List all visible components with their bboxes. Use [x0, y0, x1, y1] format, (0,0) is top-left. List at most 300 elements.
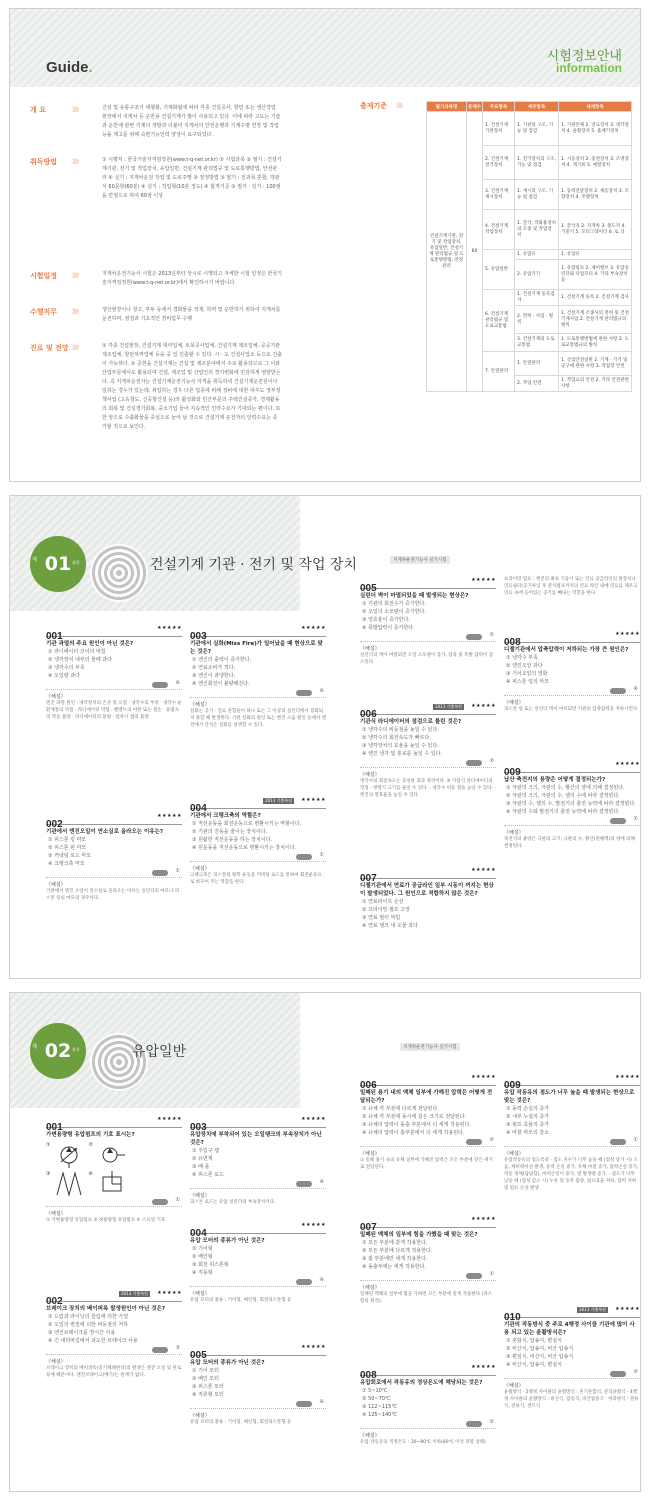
explanation-label: 《해설》	[190, 866, 210, 872]
difficulty-stars: ★★★★★	[471, 1364, 496, 1370]
difficulty-stars: ★★★★★	[615, 761, 640, 767]
table-header: 문제수	[467, 102, 483, 112]
detail-cell: 1. 건설기계 조종사의 면허 및 건설기계사업 2. 건설기계 관리법규의 벌칙	[559, 306, 632, 334]
arrow-icon: 》》》	[72, 159, 82, 166]
chapter-suffix: 과목	[72, 560, 80, 565]
question-block	[360, 576, 496, 666]
choice: ① 모든 부분에 같게 작용한다.	[362, 1240, 428, 1246]
page-subtitle: information	[556, 61, 622, 75]
section-text-career: ① 각종 건설현장, 건설기계 대여업체, 토목공사업체, 건설기계 제조업체, 공공기관 제조업체, 항만하역업체 등을 중 일 진출할 수 있다. 시 · 도 건설사업소 등으로 진출이 가능하다. ② 공헌을 건설기계는 건설 및 제조분야에서 주로 활용되므로 그 이와 산업부문에서도 활용되며 건설, 제조업 및 산업인의 경기변화에 민감하게 영향받는다. 즉 지게차운전자는 건설기계운전기능사 자격을 취득하여 건설기계운전원이나 일하는 경우가 있는데, 취업하는 경우 다른 업종에 비해 정비에 대한 대우도 정부정책사업 (고속철도, 신공항건설 등)의 활성화와 민간부문의 주택건설증가, 경제활동의 회복 및 건설경기회복, 중소기업 들어 지속적인 인력수요가 기대되는 편이다. 또한 앞으로 수출화물을 중심으로 늘어 남 것으로 건설기계 운전자의 인력수요는 증가할 것으로 보인다.	[102, 343, 282, 430]
explanation-text: 윤활방식 · 2행정 사이클의 윤활방식 : 혼기혼합식, 분리윤활식 · 4행정 사이클의 윤활방식 : 비산식, 압송식, 비산압송식 · 여과방식 : 분류식, 전류식, 샌트식	[504, 1390, 639, 1409]
detail-cell: 1. 시동장치 2. 충전장치 3. 조명장치 4. 계기류 5. 예열장치	[559, 146, 632, 180]
explanation-text: 유압 모터의 종류 : 기어형, 베인형, 회전피스톤형 등	[190, 1420, 292, 1425]
question-number: 001	[46, 1122, 63, 1133]
answer-number: ④	[319, 688, 324, 694]
question-text: 가변용량형 유압펌프의 기호 표시는?	[46, 1132, 135, 1138]
chapter-number: 01	[44, 553, 72, 575]
choice: ② 유면계	[192, 1156, 213, 1162]
year-badge: 2013 기출복원	[265, 798, 292, 803]
choice: ② 피스톤 핀 마모	[48, 845, 87, 851]
difficulty-stars: ★★★★★	[471, 1074, 496, 1080]
choice: ③ 회전 피스톤형	[192, 1262, 229, 1268]
section-label-exam: 출제기준	[360, 102, 388, 110]
chapter2-page	[9, 992, 641, 1492]
guide-logo: Guide.	[46, 59, 93, 76]
choice: ④ 원운동을 직선운동으로 변환시키는 장치이다.	[192, 845, 297, 851]
explanation-label: 《해설》	[504, 700, 524, 706]
question-number: 004	[190, 1228, 207, 1239]
section-label-overview: 개 요	[30, 106, 46, 114]
question-text: 브레이크 장치의 베이퍼록 발생원인이 아닌 것은?	[46, 1306, 166, 1312]
question-number: 005	[360, 583, 377, 594]
table-row	[427, 112, 632, 146]
choice: ② 엔진오일 과다	[506, 663, 543, 669]
choice: ③ 유체의 압력이 돌출 부분에서 더 세게 작용된다.	[362, 1122, 471, 1128]
choice: ① 냉각수 부족	[506, 655, 538, 661]
answer-badge	[296, 1279, 312, 1285]
question-block	[46, 812, 182, 902]
explanation-text: 유압 모터의 종류 : 기어형, 베인형, 회전피스톤형 등	[190, 1298, 292, 1303]
explanation-label: 《해설》	[46, 694, 66, 700]
answer-number: ②	[489, 758, 494, 764]
explanation-label: 《해설》	[190, 1291, 210, 1297]
arrow-icon: 》》》	[72, 273, 82, 280]
question-text: 유압 작동유의 점도가 너무 높을 때 발생되는 현상으로 맞는 것은?	[504, 1090, 635, 1104]
explanation-label: 《해설》	[360, 772, 380, 778]
explanation-text: 브레이크 장치의 베이퍼록(증기폐쇄현상)의 발생은 엔진 오일 및 관로 등에 때문이다. 엔진브레이크(배기)는 관계가 없다.	[46, 1366, 182, 1378]
question-block	[360, 866, 496, 930]
explanation-text: ① 밀폐 용기 속의 유체 일부에 가해진 압력은 모든 부분에 같은 세기로 전달된다.	[360, 1158, 493, 1170]
answer-badge	[610, 1371, 626, 1377]
choice: ③ 연료 필터 막힘	[362, 915, 401, 921]
section-label-method: 취득방법	[30, 158, 58, 166]
explanation-text: ① 가변용량형 유압펌프 ② 정용량형 유압펌프 ④ 스프링 기호	[46, 1218, 166, 1223]
section-label-duty: 수행직무	[30, 308, 58, 316]
choice: ② 연료소비가 적다.	[192, 665, 236, 671]
choice: ④ 엔진회전이 불량해진다.	[192, 681, 250, 687]
choice: ④ 연료 탱크 내 오물 과다	[362, 923, 418, 929]
main-cell: 3. 건설기계 섀시장치	[483, 180, 515, 210]
main-cell: 6. 건설기계 관리법규 및 도로교통법	[483, 290, 515, 352]
difficulty-stars: ★★★★★	[471, 703, 496, 709]
difficulty-stars: ★★★★★	[471, 1216, 496, 1222]
explanation-label: 《해설》	[190, 1193, 210, 1199]
question-text: 기관에서 실화(Miss Fire)가 일어났을 때 현상으로 맞는 것은?	[190, 641, 323, 655]
choice: ③ 엔진브레이크를 장시간 사용	[48, 1330, 116, 1336]
explanation-text: 엔진 과열 원인 · 냉각장치의 손상 및 오염 · 냉각수의 부족 · 냉각수 순환계통의 막힘 · 라디에이터 막힘 · 팬벨트의 이완 또는 절손 · 물펌프의 작동 불량 · 라디에이터의 불량 · 압축시 캡의 불량	[46, 701, 182, 720]
detail-cell: 1. 건설기계 등록 2. 건설기계 검사	[559, 290, 632, 306]
chapter-prefix: 제	[32, 557, 37, 563]
question-block	[360, 1073, 496, 1171]
question-text: 유압장치에 부착되어 있는 오일탱크의 부속장치가 아닌 것은?	[190, 1132, 322, 1146]
question-text: 기관에서 엔진오일이 연소실로 올라오는 이유는?	[46, 829, 164, 835]
explanation-label: 《해설》	[504, 1383, 524, 1389]
choice: ① 극판의 크기, 극판의 수, 황산의 양에 의해 결정된다.	[506, 785, 625, 791]
explanation-label: 《해설》	[504, 830, 524, 836]
choice: ④ 피스톤 링의 마모	[506, 679, 550, 685]
sub-cell: 1. 섀시의 구조, 기능 및 점검	[515, 180, 559, 210]
question-text: 납산 축전지의 용량은 어떻게 결정되는가?	[504, 777, 606, 783]
main-cell: 4. 건설기계 작업장치	[483, 210, 515, 250]
explanation-label: 《해설》	[360, 1433, 380, 1439]
guide-page	[9, 8, 641, 482]
answer-badge	[152, 682, 168, 688]
table-header: 세세항목	[559, 102, 632, 112]
section-text-schedule: 지게차운전기능사 시험은 2013년부터 상시로 시행되고 자세한 시험 일정은 한국기술자격검정원(www.t-q-net.or.kr)에서 확인하시기 바랍니다.	[102, 271, 283, 286]
explanation-text: 피스톤 링 또는 실린더 벽이 마모되면 기관의 압축압력을 저하시킨다.	[504, 707, 639, 712]
exam-standard-table	[426, 101, 632, 392]
choice: ② 내부 누설의 증가	[506, 1114, 550, 1120]
choice: ② 극판의 크기, 극판의 수, 셀의 수에 따라 결정된다.	[506, 793, 620, 799]
explanation-text: 기관에서 엔진 오일이 연소실로 올라오는 이유는 실린더의 마모나 피스톤 링의 마모의 경우이다.	[46, 889, 180, 901]
choice: ④ 유체의 압력이 홈부분에서 더 세게 작용된다.	[362, 1130, 465, 1136]
choice: ② 프라이밍 펌프 고장	[362, 907, 410, 913]
page-title: 시험정보안내	[546, 49, 622, 64]
fixed-pump-symbol	[97, 1142, 127, 1168]
answer-badge	[152, 870, 168, 876]
question-block	[360, 1363, 496, 1446]
answer-number: ①	[633, 816, 638, 822]
answer-badge	[296, 854, 312, 860]
choice: ④ 긴 내리막길에서 과도한 브레이크 사용	[48, 1338, 138, 1344]
question-block	[504, 1305, 640, 1410]
sub-cell: 1. 기관의 구조, 기능 및 점검	[515, 112, 559, 146]
choice: ① 라디에이터 코어의 막힘	[48, 649, 106, 655]
answer-number: ④	[319, 1399, 324, 1405]
choice: ① 냉각수의 비등점을 높일 수 있다.	[362, 727, 439, 733]
choice: ② 오일의 소모량이 증가한다.	[362, 609, 426, 615]
answer-number: ④	[633, 686, 638, 692]
choice: ② 냉각장치 내부의 물때 과다	[48, 657, 112, 663]
answer-badge	[466, 1273, 482, 1279]
difficulty-stars: ★★★★★	[157, 625, 182, 631]
choice: ② 50~70℃	[362, 1396, 391, 1402]
main-cell: 1. 건설기계 기관장치	[483, 112, 515, 146]
choice: ④ 마찰 마모의 감소	[506, 1130, 550, 1136]
question-block	[504, 1073, 640, 1192]
symbol-label: ④	[88, 1171, 93, 1177]
symbol-label: ①	[46, 1142, 51, 1148]
sub-cell: 1. 유압유	[515, 250, 559, 260]
choice: ② 모든 부분에 다르게 작용한다.	[362, 1248, 433, 1254]
question-block	[190, 796, 326, 886]
choice: ③ 커넥팅 로드 마모	[48, 853, 92, 859]
difficulty-stars: ★★★★★	[157, 1116, 182, 1122]
question-text: 디젤기관에서 연료가 공급라인 일부 시동이 꺼지는 현상이 발생되었다. 그 원인으로 적합하지 않은 것은?	[360, 883, 494, 897]
sub-cell: 3. 건설기계의 도로교통법	[515, 334, 559, 352]
choice: ④ 125~140℃	[362, 1412, 397, 1418]
chapter1-page	[9, 495, 641, 979]
difficulty-stars: ★★★★★	[301, 797, 326, 803]
main-cell: 7. 안전관리	[483, 352, 515, 392]
sub-cell: 1. 전기장치의 구조, 기능 및 점검	[515, 146, 559, 180]
sub-cell: 2. 작업 안전	[515, 376, 559, 392]
section-text-duty: 생산현장이나 창고, 부두 등에서 경화물을 적재, 하역 및 운반하기 위하여 지게차를 운전하며, 점검과 기초적인 정비업무 수행	[102, 307, 281, 322]
spring-symbol	[54, 1171, 84, 1197]
question-block	[190, 1221, 326, 1304]
question-number: 007	[360, 1222, 377, 1233]
choice: ③ 펌프 효율의 증가	[506, 1122, 550, 1128]
question-text: 유압 모터의 종류가 아닌 것은?	[190, 1360, 265, 1366]
header-sticker: 지게차운전기능사 실기시험	[390, 556, 450, 564]
choice: ② 기관의 진동을 줄이는 장치이다.	[192, 829, 268, 835]
question-number: 002	[46, 1296, 63, 1307]
difficulty-stars: ★★★★★	[615, 631, 640, 637]
detail-cell: 1. 동력전달장치 2. 제동장치 3. 조향장치 4. 주행장치	[559, 180, 632, 210]
choice: ① 5~10℃	[362, 1388, 388, 1394]
choice: ① 기어 모터	[192, 1368, 219, 1374]
answer-number: ④	[175, 680, 180, 686]
detail-cell: 1. 산업안전일반 2. 기계 · 기기 및 공구에 관한 사항 3. 작업장 안전	[559, 352, 632, 376]
answer-number: ②	[489, 1419, 494, 1425]
question-number: 009	[504, 1080, 521, 1091]
answer-number: ①	[175, 868, 180, 874]
sub-cell: 2. 면허 · 사업 · 벌칙	[515, 306, 559, 334]
explanation-text: 축전지의 용량은 극판의 크기, 극판의 수, 황산(전해액)의 양에 의해 결정된다.	[504, 837, 635, 849]
choice: ① 연료파이프 손상	[362, 899, 404, 905]
answer-number: ①	[489, 1271, 494, 1277]
choice: ③ 원활한 직선운동을 하는 장치이다.	[192, 837, 273, 843]
sub-cell: 1. 끌삭, 작화용장치의 조종 및 작업장치	[515, 210, 559, 250]
choice: ④ 돌출부에는 세게 작용한다.	[362, 1264, 426, 1270]
arrow-icon: 》》》	[72, 309, 82, 316]
choice: ② 베인형	[192, 1254, 213, 1260]
answer-badge	[466, 1139, 482, 1145]
question-text: 유압 모터의 종류가 아닌 것은?	[190, 1238, 265, 1244]
symbol-label: ③	[46, 1171, 51, 1177]
question-block	[360, 1215, 496, 1305]
answer-badge	[466, 634, 482, 640]
question-block	[504, 576, 640, 597]
choice: ② 유체 각 부분에 동시에 같은 크기로 전달된다.	[362, 1114, 467, 1120]
choice: ③ 112~115℃	[362, 1404, 397, 1410]
choice: ① 동력 손실의 증가	[506, 1106, 550, 1112]
question-number: 002	[46, 819, 63, 830]
answer-number: ④	[319, 1277, 324, 1283]
answer-number: ②	[489, 1137, 494, 1143]
choice: ③ 극판의 수, 셀의 수, 발전기의 충전 능력에 따라 결정된다.	[506, 801, 636, 807]
explanation-text: 실린더의 벽이 마멸되면 오일 소모량이 증가, 압축 및 폭발 압력이 감소된다.	[360, 653, 494, 665]
question-number: 010	[504, 1312, 521, 1323]
arrow-icon: 》》》	[396, 103, 406, 110]
explanation-text: 프라이밍 펌프 : 엔진의 최초 기동시 또는 연료 공급라인의 탈장치나 연료필터(공기투입 후 분사펌프까지의 연료 라인 내에 연료를 채우고 연료 속에 들어있는 공기를 빼내는 역할을 한다.	[504, 577, 638, 596]
question-block	[504, 760, 640, 850]
difficulty-stars: ★★★★★	[157, 813, 182, 819]
choice: ① 피스톤 링 마모	[48, 837, 87, 843]
question-block	[504, 630, 640, 713]
choice: ④ 직류형 모터	[192, 1392, 224, 1398]
section-text-method: ① 시행처 : 한국기술자격검정원(www.t-q-net.or.kr) ② 시험과목 ③ 필기 : 건설기계기관, 전기 및 작업장치, 유압일반, 건설기계 관리법규 및 도로통행방법, 안전관리 ④ 실기 : 지게차운전 작업 및 도로주행 ③ 검정방법 ③ 필기 : 전과목 혼합, 객관식 60문항(60분) ④ 실기 : 작업형(10분 정도) ④ 합격기준 ③ 필기 · 실기 : 100점을 만점으로 하여 60점 이상	[102, 157, 282, 199]
question-number: 003	[190, 631, 207, 642]
year-badge: 2013 기출복원	[435, 704, 462, 709]
explanation-text: 실화는 공기 · 연료 혼합물이 하나 또는 그 이상의 실린더에서 점화되지 못할 때 발생한다. 기관 실화의 원인 또는 엔진 소음 원인 등에서 엔진에서 간격은 실화를 설명할 수 있다.	[190, 709, 326, 728]
choice: ③ 배 플	[192, 1164, 210, 1170]
year-badge: 2013 기출복원	[121, 1291, 148, 1296]
header-sticker: 지게차운전기능사 실기시험	[400, 1043, 460, 1051]
detail-cell: 1. 도로통행방법에 관한 사항 2. 도로교통법규의 벌칙	[559, 334, 632, 352]
detail-cell: 1. 기관본체 2. 연료장치 3. 냉각장치 4. 윤활장치 5. 흡배기장치	[559, 112, 632, 146]
answer-number: ④	[319, 1179, 324, 1185]
difficulty-stars: ★★★★★	[301, 1222, 326, 1228]
explanation-text: 냉각수의 회전속도는 동일한 효과 정격이다. ※ 가압식 라디에이터의 장점 · 방열기 크기를 줄일 수 있다. · 냉각수 비등 점을 높일 수 있다. · 엔진의 열효율을 높일 수 있다.	[360, 779, 496, 798]
choice: ② 비산식, 압송식, 비산 압송식	[506, 1346, 574, 1352]
choice: ① 드럼과 라이닝의 끌림에 의한 가열	[48, 1314, 129, 1320]
chapter-number: 02	[44, 1040, 72, 1062]
difficulty-stars: ★★★★★	[301, 1344, 326, 1350]
section-label-career: 진로 및 전망	[30, 344, 69, 352]
count-cell: 60	[467, 112, 483, 392]
difficulty-stars: ★★★★★	[471, 577, 496, 583]
choice: ① 엔진의 출력이 증가한다.	[192, 657, 252, 663]
answer-number: ②	[633, 1369, 638, 1375]
arrow-icon: 》》》	[72, 345, 82, 352]
year-badge: 2013 기출복원	[579, 1307, 606, 1312]
choice: ① 기관의 회전수가 증가한다.	[362, 601, 426, 607]
question-block	[190, 624, 326, 729]
choice: ③ 기어오일의 열화	[506, 671, 548, 677]
question-block	[46, 1115, 182, 1224]
chapter-title: 유압일반	[132, 1044, 187, 1060]
question-text: 유압회로에서 작동유의 정상온도에 해당되는 것은?	[360, 1380, 483, 1386]
answer-number: ②	[489, 632, 494, 638]
difficulty-stars: ★★★★★	[301, 1116, 326, 1122]
question-block	[190, 1115, 326, 1206]
question-block	[360, 702, 496, 799]
table-header: 필기과목명	[427, 102, 467, 112]
explanation-label: 《해설》	[190, 1413, 210, 1419]
answer-number: ③	[175, 1345, 180, 1351]
choice: ② 오일의 변질에 의한 비등점의 저하	[48, 1322, 129, 1328]
symbol-row	[46, 1142, 182, 1168]
main-cell: 2. 건설기계 전기장치	[483, 146, 515, 180]
difficulty-stars: ★★★★★	[157, 1290, 182, 1296]
choice: ③ 홈 부분에만 세게 작용한다.	[362, 1256, 428, 1262]
question-number: 001	[46, 631, 63, 642]
sub-cell: 2. 유압기기	[515, 260, 559, 290]
answer-badge	[466, 1421, 482, 1427]
question-number: 004	[190, 803, 207, 814]
difficulty-stars: ★★★★★	[615, 1306, 640, 1312]
question-number: 008	[504, 637, 521, 648]
answer-badge	[610, 818, 626, 824]
difficulty-stars: ★★★★★	[471, 867, 496, 873]
choice: ③ 냉각장치의 효율을 높일 수 있다.	[362, 743, 439, 749]
choice: ④ 피스톤 로드	[192, 1172, 224, 1178]
choice: ① 직선운동을 회전운동으로 변환시키는 역할이다.	[192, 821, 302, 827]
question-number: 005	[190, 1350, 207, 1361]
arrow-icon: 》》》	[72, 107, 82, 114]
question-number: 007	[360, 873, 377, 884]
answer-number: ①	[633, 1137, 638, 1143]
symbol-label: ②	[88, 1142, 93, 1148]
question-text: 밀폐된 용기 내의 액체 일부에 가해진 압력은 어떻게 전달되는가?	[360, 1090, 493, 1104]
table-header: 세부항목	[515, 102, 559, 112]
explanation-label: 《해설》	[360, 646, 380, 652]
choice: ③ 피스톤 모터	[192, 1384, 224, 1390]
answer-badge	[296, 1181, 312, 1187]
answer-badge	[610, 688, 626, 694]
explanation-label: 《해설》	[360, 1151, 380, 1157]
question-block	[46, 1289, 182, 1379]
table-header: 주요항목	[483, 102, 515, 112]
choice: ② 냉각수의 회전속도가 빠르다.	[362, 735, 431, 741]
answer-badge	[296, 1401, 312, 1407]
choice: ④ 오일량 과다	[48, 673, 80, 679]
chapter-title: 건설기계 기관 · 전기 및 작업 장치	[150, 557, 357, 573]
choice: ④ 비산식, 압송식, 편심식	[506, 1362, 562, 1368]
answer-badge	[152, 1199, 168, 1205]
question-number: 003	[190, 1122, 207, 1133]
explanation-text: 유압작동유의 점도특성 · 점도 지수가 너무 높을 때 (점성 증가 시) 소음, 캐비테이션 발생, 동력 손실 증가, 유체 마찰 증가, 압력손실 증가, 작동 정체(답답함), 마력손실이 증가, 열 발생량 증가. · 점도가 너무 낮을 때 (점성 감소 시) 누유 및 동작 불량, 펌프효율 저하, 압력 저하 및 펌프 손상 발생	[504, 1158, 639, 1191]
answer-badge	[466, 760, 482, 766]
explanation-label: 《해설》	[46, 882, 66, 888]
question-text: 기관에서 크랭크축의 역할은?	[190, 813, 261, 819]
choice: ④ 극판의 수와 발전기의 충전 능력에 따라 결정된다.	[506, 809, 620, 815]
main-cell: 5. 유압일반	[483, 250, 515, 290]
sub-cell: 1. 안전관리	[515, 352, 559, 376]
detail-cell: 1. 작업요의 안전 2. 기타 안전관련 사항	[559, 376, 632, 392]
choice: ④ 직동형	[192, 1270, 213, 1276]
question-text: 기관 과열의 주요 원인이 아닌 것은?	[46, 641, 134, 647]
header-band	[10, 9, 640, 87]
subject-cell: 건설기계기관, 전기 및 작업장치, 유압일반, 건설기계 관리법규 및 도로통행방법, 안전관리	[427, 112, 467, 392]
difficulty-stars: ★★★★★	[301, 625, 326, 631]
explanation-text: 유압 작동유의 적정온도 : 30~80℃ 이하(80℃ 이상 과열 상태)	[360, 1440, 486, 1445]
choice: ③ 엔진이 과냉한다.	[192, 673, 236, 679]
choice: ④ 엔진 냉각 및 통로를 높일 수 있다.	[362, 751, 442, 757]
answer-badge	[152, 1347, 168, 1353]
variable-pump-symbol	[54, 1142, 84, 1168]
choice: ③ 편심식, 비산식, 비산 압송식	[506, 1354, 574, 1360]
target-illustration	[90, 544, 148, 602]
question-text: 기관의 작동방식 중 주로 4행정 사이클 기관에 많이 사용 되고 있는 윤활방식은?	[504, 1322, 635, 1336]
question-number: 008	[360, 1370, 377, 1381]
question-text: 기관식 라디에이터의 점검으로 틀린 것은?	[360, 719, 462, 725]
question-text: 디젤기관에서 압축압력이 저하되는 가장 큰 원인은?	[504, 647, 629, 653]
choice: ④ 폭발압력이 증가한다.	[362, 625, 415, 631]
detail-cell: 1. 끌삭지 2. 지게차 3. 볼도저 4. 기중기 5. 모터그레이더 6. 로 더	[559, 210, 632, 250]
choice: ④ 크랭크축 마모	[48, 861, 85, 867]
section-text-overview: 건설 및 유통구조가 대형화, 기계화됨에 따라 각종 건설공사, 항만 또는 생산작업 현장에서 지게차 등 운반용 건설기계가 많이 사용되고 있다. 이에 따라 고도는 기술과 운반에 관련 기계의 개발과 더불어 지게차의 안전운행과 기계수명 연장 및 작업능률 제고를 위해 숙련기능인력 양성이 요구되었다.	[102, 105, 281, 138]
choice: ② 베인 모터	[192, 1376, 219, 1382]
chapter-suffix: 과목	[72, 1047, 80, 1052]
question-block	[46, 624, 182, 721]
answer-number: ①	[319, 852, 324, 858]
choice: ① 기어형	[192, 1246, 213, 1252]
section-label-schedule: 시험일정	[30, 272, 58, 280]
answer-number: ①	[175, 1197, 180, 1203]
choice: ① 혼합식, 압송식, 편심식	[506, 1338, 562, 1344]
explanation-text: 피스톤 로드는 유압 실린더의 부속장치이다.	[190, 1200, 276, 1205]
difficulty-stars: ★★★★★	[615, 1074, 640, 1080]
answer-badge	[610, 1139, 626, 1145]
sub-cell: 1. 건설기계 등록검사	[515, 290, 559, 306]
explanation-label: 《해설》	[46, 1359, 66, 1365]
valve-symbol	[97, 1171, 127, 1197]
question-number: 006	[360, 709, 377, 720]
symbol-row	[46, 1171, 182, 1197]
question-text: 실린더 벽이 마멸되었을 때 발생되는 현상은?	[360, 593, 469, 599]
explanation-label: 《해설》	[504, 1151, 524, 1157]
choice: ① 주입구 캡	[192, 1148, 219, 1154]
question-number: 009	[504, 767, 521, 778]
choice: ① 유체 각 부분에 다르게 전달된다.	[362, 1106, 439, 1112]
explanation-text: 밀폐된 액체의 일부에 힘을 가하면 모든 부분에 같게 작용한다 (파스칼의 원리).	[360, 1292, 492, 1304]
question-block	[190, 1343, 326, 1426]
detail-cell: 1. 유압펌프 2. 제어밸브 3. 유압실린더와 유압모터 4. 기타 부속장치 등	[559, 260, 632, 290]
question-number: 006	[360, 1080, 377, 1091]
choice: ③ 열효율이 증가한다.	[362, 617, 410, 623]
